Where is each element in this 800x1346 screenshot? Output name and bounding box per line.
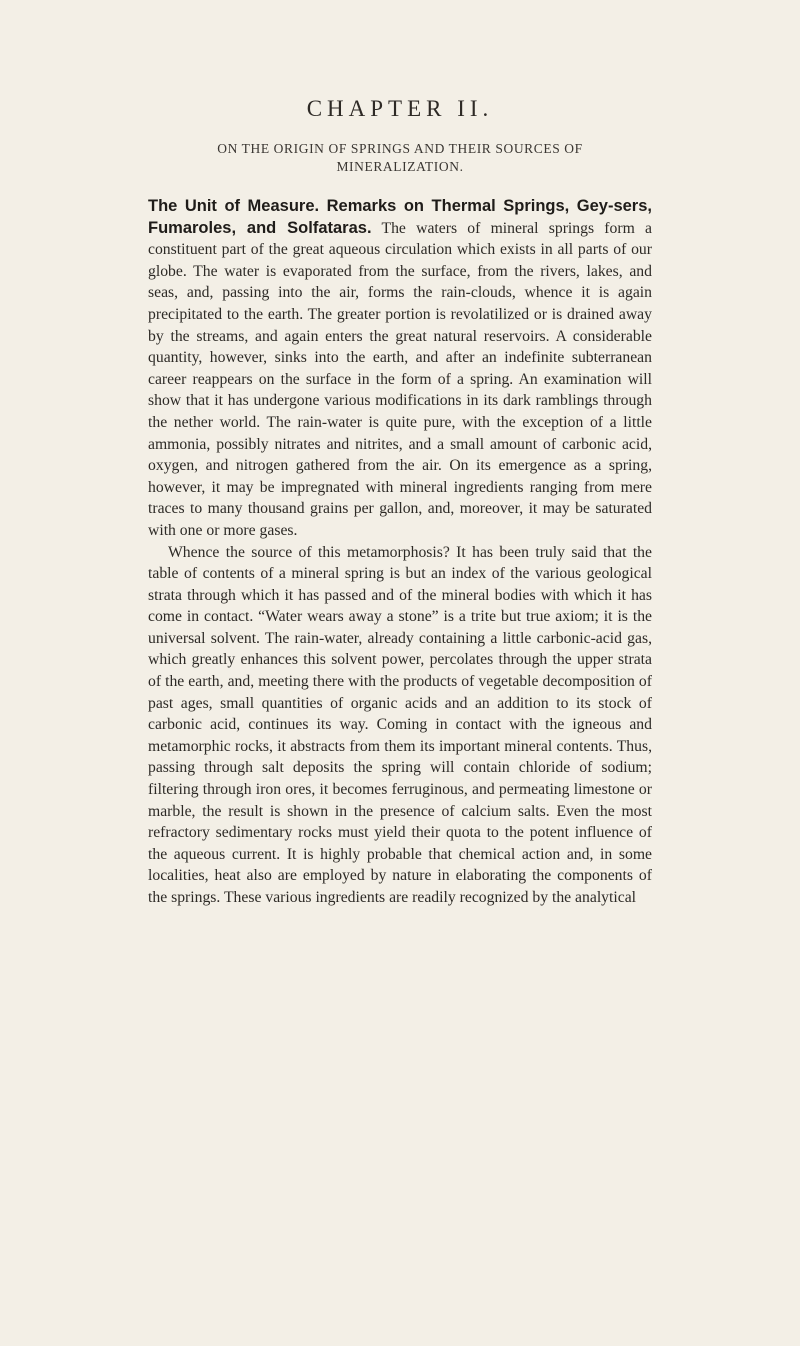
paragraph-1 [148,196,652,542]
chapter-title: CHAPTER II. [306,96,494,121]
paragraph-1-text: The waters of mineral springs form a constituent part of the great aqueous circulation which exists in all parts of our globe. The water is evaporated from the surface, from the rivers, lakes, and seas, and, passing into the air, forms the rain-clouds, whence it is again precipitated to the earth. The greater portion is revolatilized or is drained away by the streams, and again enters the great natural reservoirs. A considerable quantity, however, sinks into the earth, and after an indefinite subterranean career reappears on the surface in the form of a spring. An examination will show that it has undergone various modifications in its dark ramblings through the nether world. The rain-water is quite pure, with the exception of a little ammonia, possibly nitrates and nitrites, and a small amount of carbonic acid, oxygen, and nitrogen gathered from the air. On its emergence as a spring, however, it may be impregnated with mineral ingredients ranging from mere traces to many thousand grains per gallon, and, moreover, it may be saturated with one or more gases. [148,219,652,539]
chapter-subtitle: ON THE ORIGIN OF SPRINGS AND THEIR SOURCES OF MINERALIZATION. [217,141,583,174]
paragraph-2: Whence the source of this metamorphosis? It has been truly said that the table of contents of a mineral spring is but an index of the various geological strata through which it has passed and of the mineral bodies with which it has come in contact. “Water wears away a stone” is a trite but true axiom; it is the universal solvent. The rain-water, already containing a little carbonic-acid gas, which greatly enhances this solvent power, percolates through the upper strata of the earth, and, meeting there with the products of vegetable decomposition of past ages, small quantities of organic acids and an addition to its stock of carbonic acid, continues its way. Coming in contact with the igneous and metamorphic rocks, it abstracts from them its important mineral contents. Thus, passing through salt deposits the spring will contain chloride of sodium; filtering through iron ores, it becomes ferruginous, and permeating limestone or marble, the result is shown in the presence of calcium salts. Even the most refractory sedimentary rocks must yield their quota to the potent influence of the aqueous current. It is highly probable that chemical action and, in some localities, heat also are employed by nature in elaborating the components of the springs. These various ingredients are readily recognized by the analytical [148,543,652,906]
section-heading: The Unit of Measure. Remarks on Thermal Springs, Gey-sers, Fumaroles, and Solfataras. [148,197,652,237]
